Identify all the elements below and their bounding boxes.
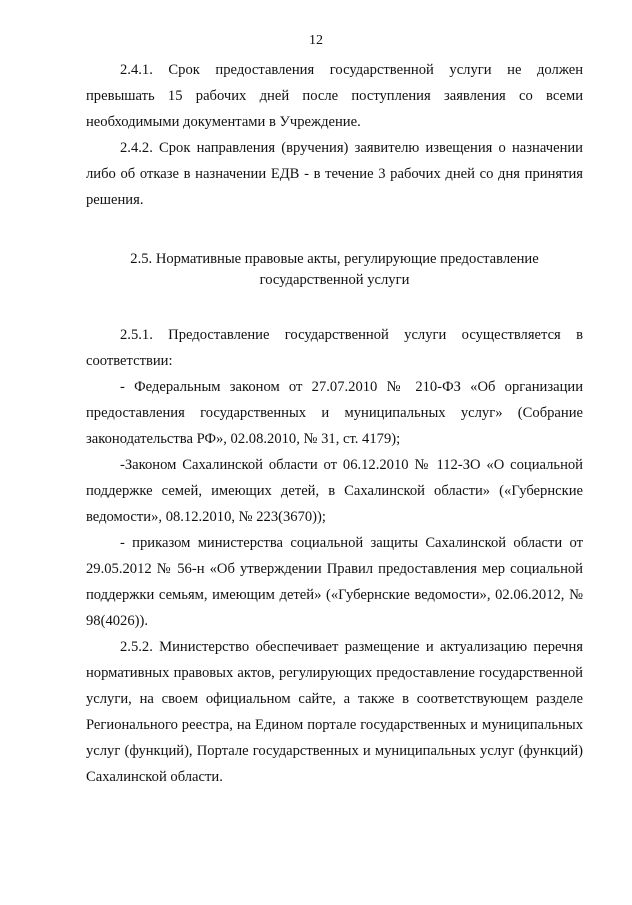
list-item-ministry-order: - приказом министерства социальной защиты Сахалинской области от 29.05.2012 № 56-н «Об утверждении Правил предоставления мер социальной поддержки семьям, имеющим детей» («Губернские ведомости», 02.06.2012, № 98(4026)). [86,535,583,629]
page-number: 12 [309,33,323,48]
list-item-regional-law: -Законом Сахалинской области от 06.12.2010 № 112-ЗО «О социальной поддержке семей, имеющих детей, в Сахалинской области» («Губернские ведомости», 08.12.2010, № 223(3670)); [86,457,583,525]
paragraph-2-5-1: 2.5.1. Предоставление государственной услуги осуществляется в соответствии: [86,327,583,369]
heading-line-2: государственной услуги [259,272,410,288]
heading-line-1: 2.5. Нормативные правовые акты, регулирующие предоставление [130,251,539,267]
paragraph-2-4-2: 2.4.2. Срок направления (вручения) заявителю извещения о назначении либо об отказе в назначении ЕДВ - в течение 3 рабочих дней со дня принятия решения. [86,140,583,208]
paragraph-2-4-1: 2.4.1. Срок предоставления государственной услуги не должен превышать 15 рабочих дней после поступления заявления со всеми необходимыми документами в Учреждение. [86,62,583,130]
list-item-federal-law: - Федеральным законом от 27.07.2010 № 210-ФЗ «Об организации предоставления государственных и муниципальных услуг» (Собрание законодательства РФ», 02.08.2010, № 31, ст. 4179); [86,379,583,447]
document-body [86,57,583,790]
section-heading-2-5 [86,249,583,291]
paragraph-2-5-2: 2.5.2. Министерство обеспечивает размещение и актуализацию перечня нормативных правовых актов, регулирующих предоставление государственной услуги, на своем официальном сайте, а также в соответствующем разделе Регионального реестра, на Едином портале государственных и муниципальных услуг (функций), Портале государственных и муниципальных услуг (функций) Сахалинской области. [86,639,583,785]
